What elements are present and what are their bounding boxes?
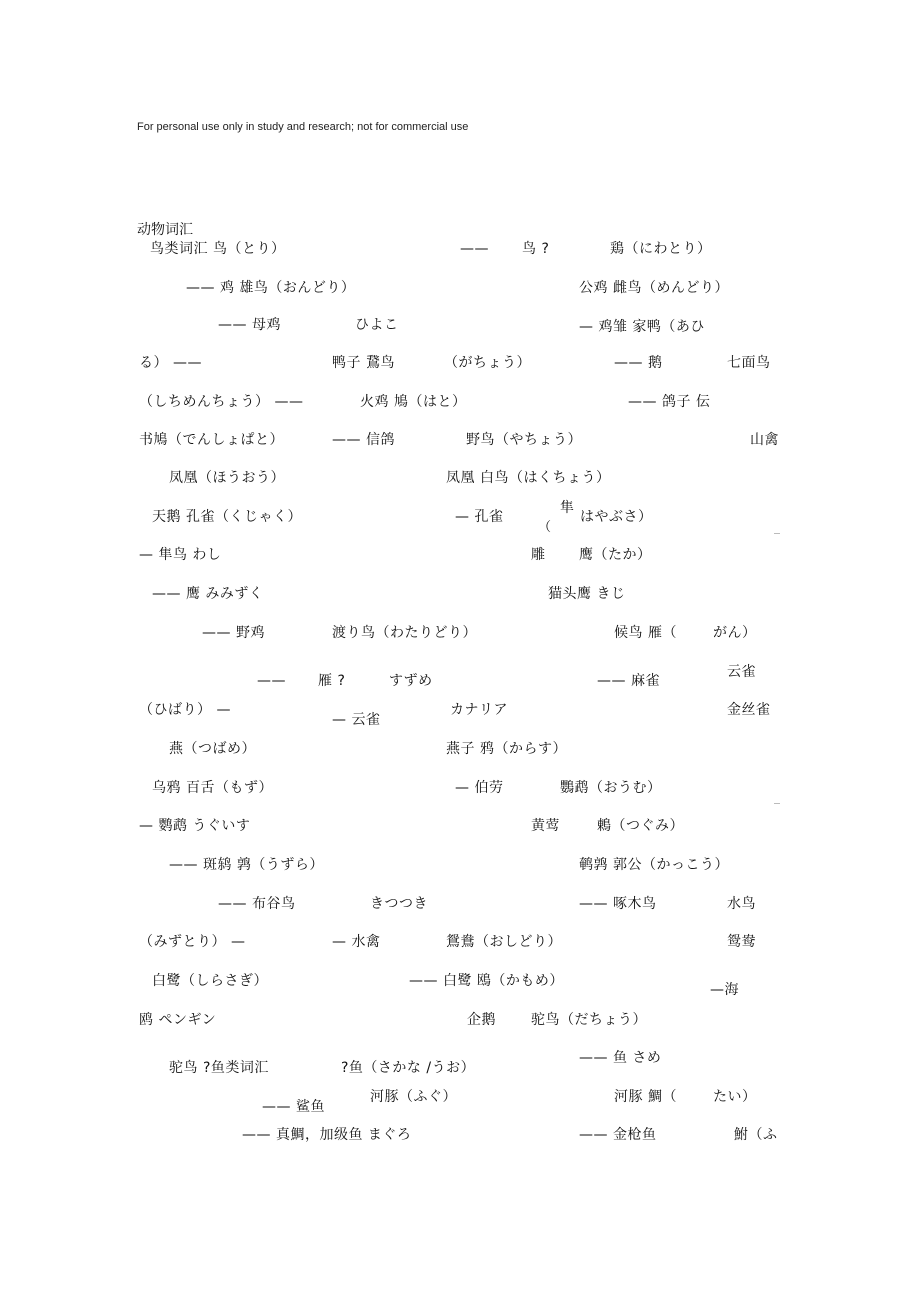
text-fragment: —— 鱼 さめ: [579, 1050, 662, 1066]
text-fragment: 驼鸟 ?鱼类词汇: [169, 1060, 269, 1076]
disclaimer-text: For personal use only in study and research; not for commercial use: [137, 121, 469, 133]
text-fragment: る） ——: [139, 355, 202, 371]
text-fragment: 隼: [560, 500, 575, 516]
text-fragment: 鹰（たか）: [579, 547, 652, 563]
text-fragment: 鹌鹑 郭公（かっこう）: [579, 857, 729, 873]
scan-artifact: [774, 533, 780, 534]
text-fragment: — 鸡雏 家鸭（あひ: [579, 319, 705, 335]
text-fragment: —— 真鯛，加级鱼 まぐろ: [242, 1127, 412, 1143]
text-fragment: ——: [257, 673, 286, 689]
text-fragment: 燕（つばめ）: [169, 741, 256, 757]
text-fragment: 金丝雀: [727, 702, 771, 718]
text-fragment: 鶇（つぐみ）: [597, 818, 684, 834]
text-fragment: きつつき: [370, 896, 428, 912]
text-fragment: 渡り鸟（わたりどり）: [332, 625, 477, 641]
text-fragment: 白鹭（しらさぎ）: [152, 973, 268, 989]
text-fragment: はやぶさ）: [580, 509, 653, 525]
text-fragment: 山禽: [750, 432, 779, 448]
text-fragment: 鶏（にわとり）: [610, 241, 712, 257]
text-fragment: —— 野鸡: [202, 625, 265, 641]
text-fragment: 鴛鴦（おしどり）: [446, 934, 562, 950]
text-fragment: （がちょう）: [444, 355, 531, 371]
text-fragment: すずめ: [389, 673, 433, 689]
text-fragment: —— 鹰 みみずく: [152, 586, 264, 602]
text-fragment: —— 鸡 雄鸟（おんどり）: [186, 280, 356, 296]
text-fragment: — 鹦鹉 うぐいす: [139, 818, 251, 834]
text-fragment: 鸟 ?: [522, 241, 550, 257]
text-fragment: 雕: [531, 547, 546, 563]
text-fragment: がん）: [713, 625, 757, 641]
text-fragment: 鸚鹉（おうむ）: [560, 780, 662, 796]
text-fragment: 鸟类词汇 鸟（とり）: [150, 241, 286, 257]
text-fragment: — 水禽: [332, 934, 381, 950]
text-fragment: —— 鹅: [614, 355, 663, 371]
text-fragment: 水鸟: [727, 896, 756, 912]
text-fragment: 鸭子 鵞鸟: [332, 355, 395, 371]
text-fragment: 燕子 鸦（からす）: [446, 741, 567, 757]
text-fragment: — 云雀: [332, 712, 381, 728]
text-fragment: —— 白鹭 鴎（かもめ）: [409, 973, 564, 989]
text-fragment: （みずとり） —: [139, 934, 246, 950]
text-fragment: —— 鲨鱼: [262, 1099, 325, 1115]
text-fragment: 乌鸦 百舌（もず）: [152, 780, 273, 796]
text-fragment: 鸥 ペンギン: [139, 1012, 217, 1028]
text-fragment: 驼鸟（だちょう）: [531, 1012, 647, 1028]
text-fragment: —— 斑鸫 鹑（うずら）: [169, 857, 324, 873]
text-fragment: 猫头鹰 きじ: [548, 586, 626, 602]
text-fragment: —— 布谷鸟: [218, 896, 296, 912]
text-fragment: 公鸡 雌鸟（めんどり）: [579, 280, 729, 296]
text-fragment: 企鹅: [467, 1012, 496, 1028]
text-fragment: 云雀: [727, 664, 756, 680]
scan-artifact: [774, 803, 780, 804]
text-fragment: 候鸟 雁（: [614, 625, 677, 641]
text-fragment: 天鹅 孔雀（くじゃく）: [152, 509, 302, 525]
text-fragment: 书鳩（でんしょぱと）: [139, 432, 284, 448]
text-fragment: —— 麻雀: [597, 673, 660, 689]
text-fragment: （ひばり） —: [139, 702, 231, 718]
section-heading: 动物词汇: [137, 222, 193, 238]
text-fragment: カナリア: [450, 702, 508, 718]
text-fragment: 凤凰 白鸟（はくちょう）: [446, 470, 611, 486]
text-fragment: （: [538, 520, 552, 535]
text-fragment: —— 啄木鸟: [579, 896, 657, 912]
text-fragment: — 伯劳: [455, 780, 504, 796]
text-fragment: —— 母鸡: [218, 317, 281, 333]
text-fragment: 鸳鸯: [727, 934, 756, 950]
text-fragment: — 隼鸟 わし: [139, 547, 222, 563]
text-fragment: —海: [710, 982, 739, 998]
text-fragment: — 孔雀: [455, 509, 504, 525]
text-fragment: 七面鸟: [727, 355, 771, 371]
text-fragment: —— 金枪鱼: [579, 1127, 657, 1143]
text-fragment: ひよこ: [355, 317, 399, 333]
text-fragment: 火鸡 鳩（はと）: [360, 394, 467, 410]
text-fragment: —— 鸽子 伝: [628, 394, 711, 410]
text-fragment: 鮒（ふ: [734, 1127, 778, 1143]
text-fragment: ?鱼（さかな /うお）: [341, 1060, 476, 1076]
text-fragment: 雁 ?: [318, 673, 346, 689]
text-fragment: （しちめんちょう） ——: [139, 394, 304, 410]
text-fragment: 黄莺: [531, 818, 560, 834]
text-fragment: 野鸟（やちょう）: [466, 432, 582, 448]
text-fragment: ——: [460, 241, 489, 257]
text-fragment: 凤凰（ほうおう）: [169, 470, 285, 486]
text-fragment: 河豚 鯛（: [614, 1089, 677, 1105]
text-fragment: —— 信鸽: [332, 432, 395, 448]
text-fragment: たい）: [713, 1089, 757, 1105]
text-fragment: 河豚（ふぐ）: [370, 1089, 457, 1105]
